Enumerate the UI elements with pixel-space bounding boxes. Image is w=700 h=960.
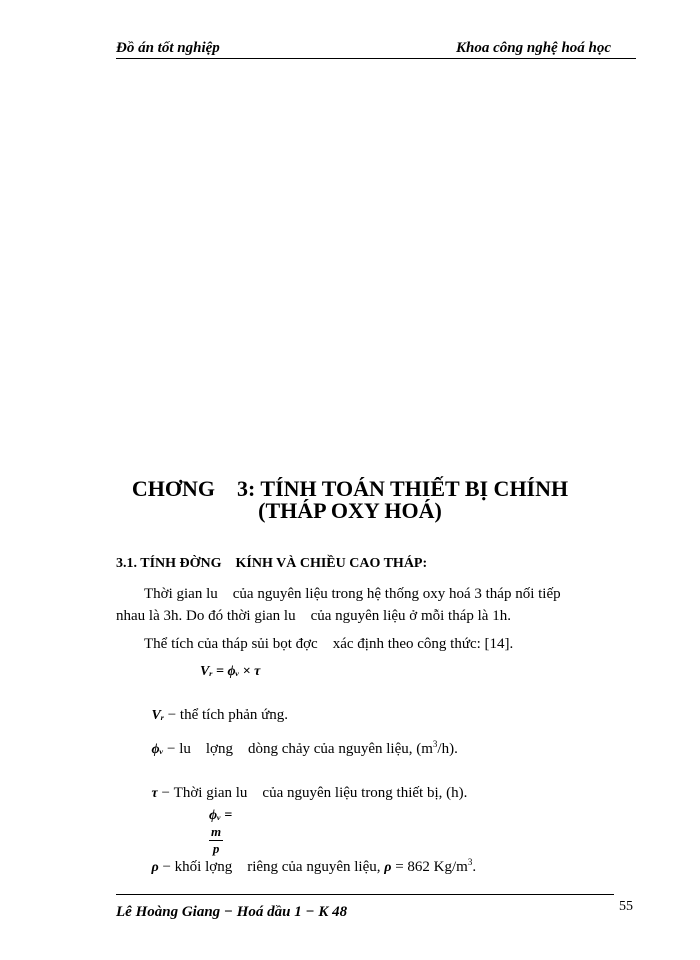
vr-text: − thể tích phản ứng. xyxy=(163,707,289,723)
phi-unit-exponent: 3 xyxy=(432,739,438,749)
formula-volume: Vᵣ = ϕᵥ × τ xyxy=(200,664,261,679)
vr-symbol: Vᵣ xyxy=(151,708,164,723)
header-right: Khoa công nghệ hoá học xyxy=(456,40,612,56)
fraction-numerator: m xyxy=(211,824,222,839)
paragraph-1-line-1: Thời gian lu của nguyên liệu trong hệ thống oxy hoá 3 tháp nối tiếp xyxy=(144,586,561,602)
section-title: 3.1. TÍNH ĐỜNG KÍNH VÀ CHIỀU CAO THÁP: xyxy=(116,556,428,571)
chapter-title-line2: (THÁP OXY HOÁ) xyxy=(258,498,442,523)
fraction-denominator: p xyxy=(212,841,220,856)
rho-symbol: ρ xyxy=(151,860,159,875)
footer-rule xyxy=(116,894,614,895)
tau-symbol: τ xyxy=(151,786,158,801)
chapter-title-line1: CHƠNG 3: TÍNH TOÁN THIẾT BỊ CHÍNH xyxy=(131,476,569,501)
definition-rho xyxy=(144,840,476,876)
phi-unit-end: /h). xyxy=(437,741,458,757)
definition-tau xyxy=(144,768,467,802)
header-rule xyxy=(116,58,636,59)
rho-text: − khối lợng riêng của nguyên liệu, xyxy=(158,859,385,875)
paragraph-1-line-2: nhau là 3h. Do đó thời gian lu của nguyên liệu ở mỗi tháp là 1h. xyxy=(116,608,511,624)
phi-text: − lu lợng dòng chảy của nguyên liệu, (m xyxy=(163,741,433,757)
page-number: 55 xyxy=(619,899,633,914)
definition-vr xyxy=(144,690,288,724)
rho-value-end: . xyxy=(472,859,477,875)
rho-value: = 862 Kg/m xyxy=(391,859,468,875)
rho-value-exponent: 3 xyxy=(467,857,473,867)
header-left: Đồ án tốt nghiệp xyxy=(116,40,220,56)
tau-text: − Thời gian lu của nguyên liệu trong thiết bị, (h). xyxy=(157,785,468,801)
definition-phi xyxy=(144,722,458,758)
formula-flow-lhs: ϕᵥ = xyxy=(209,808,233,823)
phi-symbol: ϕᵥ xyxy=(151,742,164,757)
footer-author: Lê Hoàng Giang − Hoá dầu 1 − K 48 xyxy=(116,904,348,920)
paragraph-2: Thể tích của tháp sủi bọt đợc xác định theo công thức: [14]. xyxy=(144,636,514,652)
rho-value-symbol: ρ xyxy=(384,860,392,875)
